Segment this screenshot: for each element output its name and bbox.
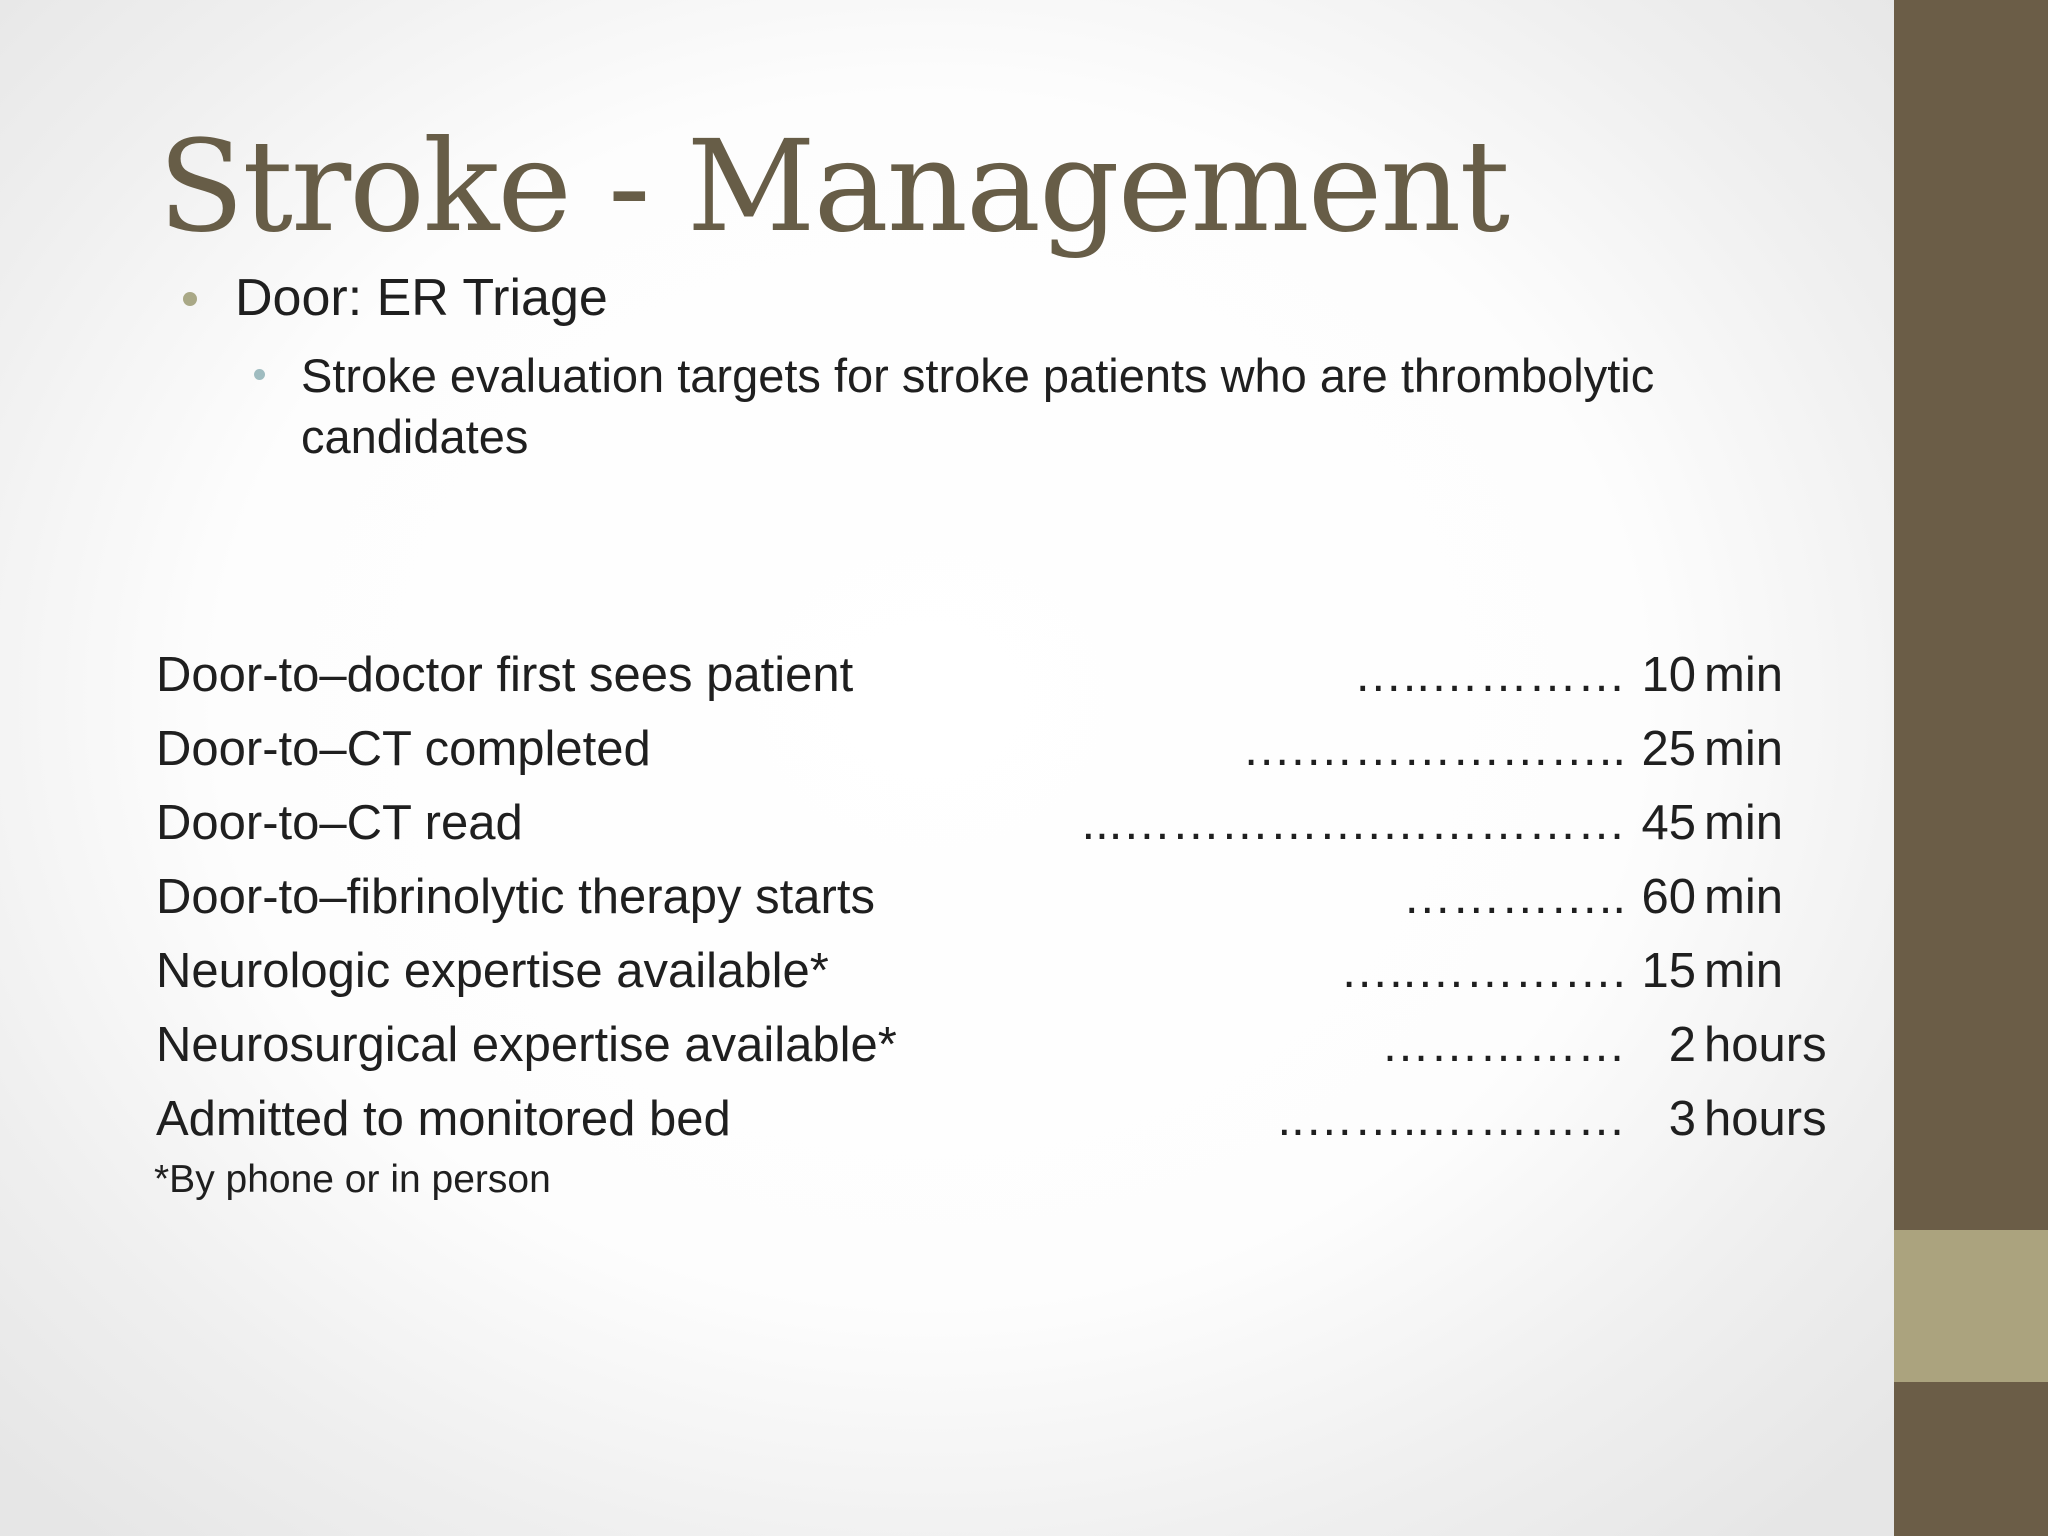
bullet-dot-icon: [183, 292, 197, 306]
target-value: 3: [1668, 1092, 1696, 1146]
target-value: 25: [1641, 722, 1696, 776]
leader-dots: …………..: [1402, 870, 1626, 924]
target-unit: min: [1704, 722, 1783, 776]
target-label: Neurosurgical expertise available*: [156, 1018, 897, 1072]
target-unit: min: [1704, 796, 1783, 850]
target-row: [156, 1082, 1856, 1156]
slide-title: Stroke - Management: [158, 113, 1509, 260]
target-row: [156, 712, 1856, 786]
target-label: Door-to–CT completed: [156, 722, 651, 776]
leader-dots: ….………………..: [1242, 722, 1626, 776]
target-value: 45: [1641, 796, 1696, 850]
leader-dots: …..…………: [1353, 648, 1626, 702]
target-unit: min: [1704, 944, 1783, 998]
target-label: Admitted to monitored bed: [156, 1092, 731, 1146]
target-unit: hours: [1704, 1092, 1827, 1146]
target-row: [156, 1008, 1856, 1082]
leader-dots: ...…………….……………: [1081, 796, 1626, 850]
target-unit: min: [1704, 648, 1783, 702]
target-unit: min: [1704, 870, 1783, 924]
bullet-text: Door: ER Triage: [235, 269, 608, 327]
target-value: 2: [1668, 1018, 1696, 1072]
target-row: [156, 786, 1856, 860]
target-row: [156, 860, 1856, 934]
target-label: Door-to–doctor first sees patient: [156, 648, 854, 702]
targets-table: [156, 638, 1856, 1158]
sub-bullet-text: Stroke evaluation targets for stroke patients who are thrombolytic candidates: [301, 349, 1655, 463]
target-unit: hours: [1704, 1018, 1827, 1072]
target-label: Door-to–fibrinolytic therapy starts: [156, 870, 875, 924]
target-value: 60: [1641, 870, 1696, 924]
sub-bullet-dot-icon: [254, 369, 265, 380]
target-row: [156, 934, 1856, 1008]
leader-dots: ..……..…………: [1277, 1092, 1626, 1146]
target-row: [156, 638, 1856, 712]
target-label: Neurologic expertise available*: [156, 944, 829, 998]
target-label: Door-to–CT read: [156, 796, 523, 850]
target-value: 10: [1641, 648, 1696, 702]
leader-dots: …..………….: [1340, 944, 1626, 998]
decorative-sidebar-accent: [1894, 1230, 2048, 1382]
target-value: 15: [1641, 944, 1696, 998]
footnote: *By phone or in person: [154, 1158, 551, 1201]
leader-dots: ……………: [1381, 1018, 1626, 1072]
